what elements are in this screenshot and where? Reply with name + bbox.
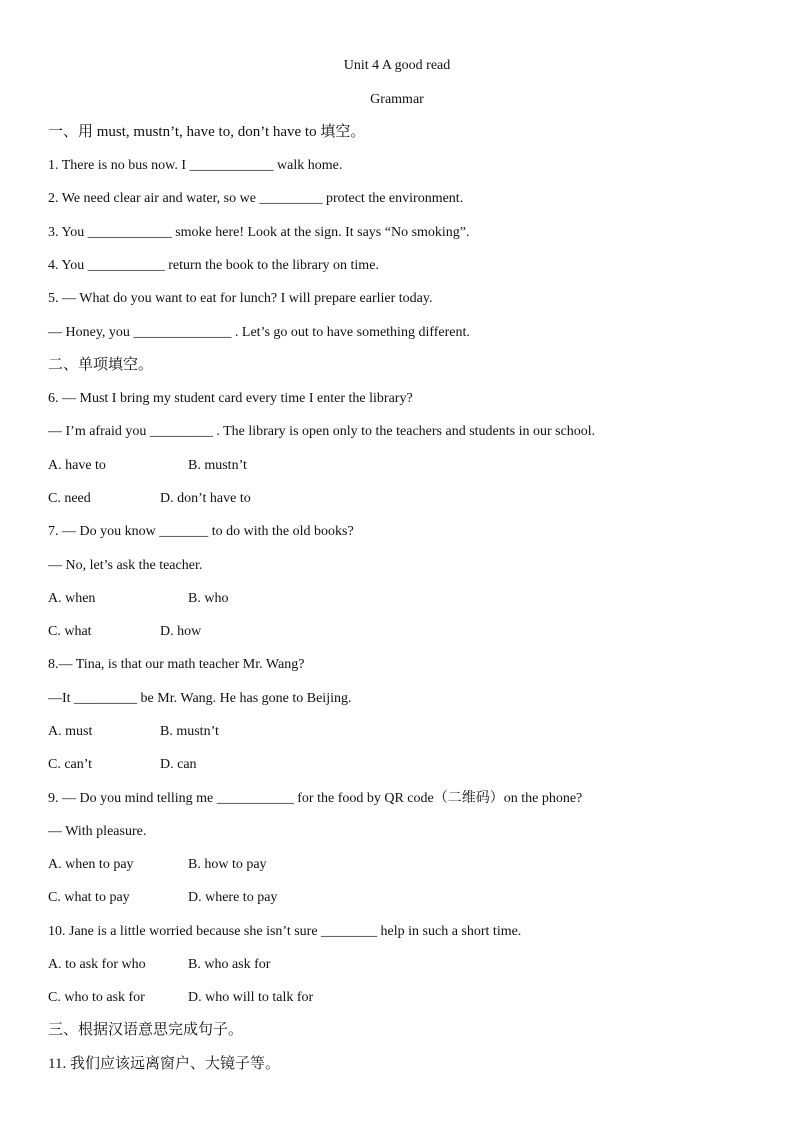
question-6-answer: — I’m afraid you _________ . The library is open only to the teachers and students in our school. [48,424,596,439]
question-1: 1. There is no bus now. I ____________ walk home. [48,158,343,173]
question-10-prompt: 10. Jane is a little worried because she isn’t sure ________ help in such a short time. [48,924,522,939]
option-a: A. when to pay [48,857,134,872]
option-b: B. mustn’t [188,458,247,473]
option-c: C. who to ask for [48,990,145,1005]
page-subtitle: Grammar [370,92,424,107]
question-11: 11. 我们应该远离窗户、大镜子等。 [48,1056,280,1072]
option-d: D. don’t have to [160,491,251,506]
option-c: C. need [48,491,91,506]
section-heading: 三、根据汉语意思完成句子。 [48,1022,244,1038]
question-8-answer: —It _________ be Mr. Wang. He has gone to Beijing. [48,691,352,706]
option-a: A. when [48,591,96,606]
option-d: D. where to pay [188,890,278,905]
option-d: D. how [160,624,202,639]
option-b: B. who ask for [188,957,271,972]
question-2: 2. We need clear air and water, so we _________ protect the environment. [48,191,464,206]
option-d: D. can [160,757,197,772]
question-4: 4. You ___________ return the book to the library on time. [48,258,379,273]
option-c: C. can’t [48,757,93,772]
option-d: D. who will to talk for [188,990,314,1005]
option-b: B. mustn’t [160,724,219,739]
question-6-prompt: 6. — Must I bring my student card every time I enter the library? [48,391,413,406]
option-a: A. have to [48,458,106,473]
question-9-answer: — With pleasure. [48,824,147,839]
question-3: 3. You ____________ smoke here! Look at the sign. It says “No smoking”. [48,225,470,240]
question-7-prompt: 7. — Do you know _______ to do with the old books? [48,524,354,539]
option-b: B. how to pay [188,857,267,872]
section-heading: 一、用 must, mustn’t, have to, don’t have to 填空。 [48,124,366,140]
question-8-prompt: 8.— Tina, is that our math teacher Mr. Wang? [48,657,305,672]
question-5-prompt: 5. — What do you want to eat for lunch? I will prepare earlier today. [48,291,433,306]
page-title: Unit 4 A good read [343,58,451,73]
option-c: C. what [48,624,92,639]
option-b: B. who [188,591,229,606]
question-5-answer: — Honey, you ______________ . Let’s go out to have something different. [48,325,470,340]
option-a: A. to ask for who [48,957,146,972]
option-c: C. what to pay [48,890,130,905]
question-9-prompt: 9. — Do you mind telling me ___________ for the food by QR code（二维码）on the phone? [48,791,583,806]
option-a: A. must [48,724,93,739]
question-7-answer: — No, let’s ask the teacher. [48,558,203,573]
section-heading: 二、单项填空。 [48,357,154,373]
